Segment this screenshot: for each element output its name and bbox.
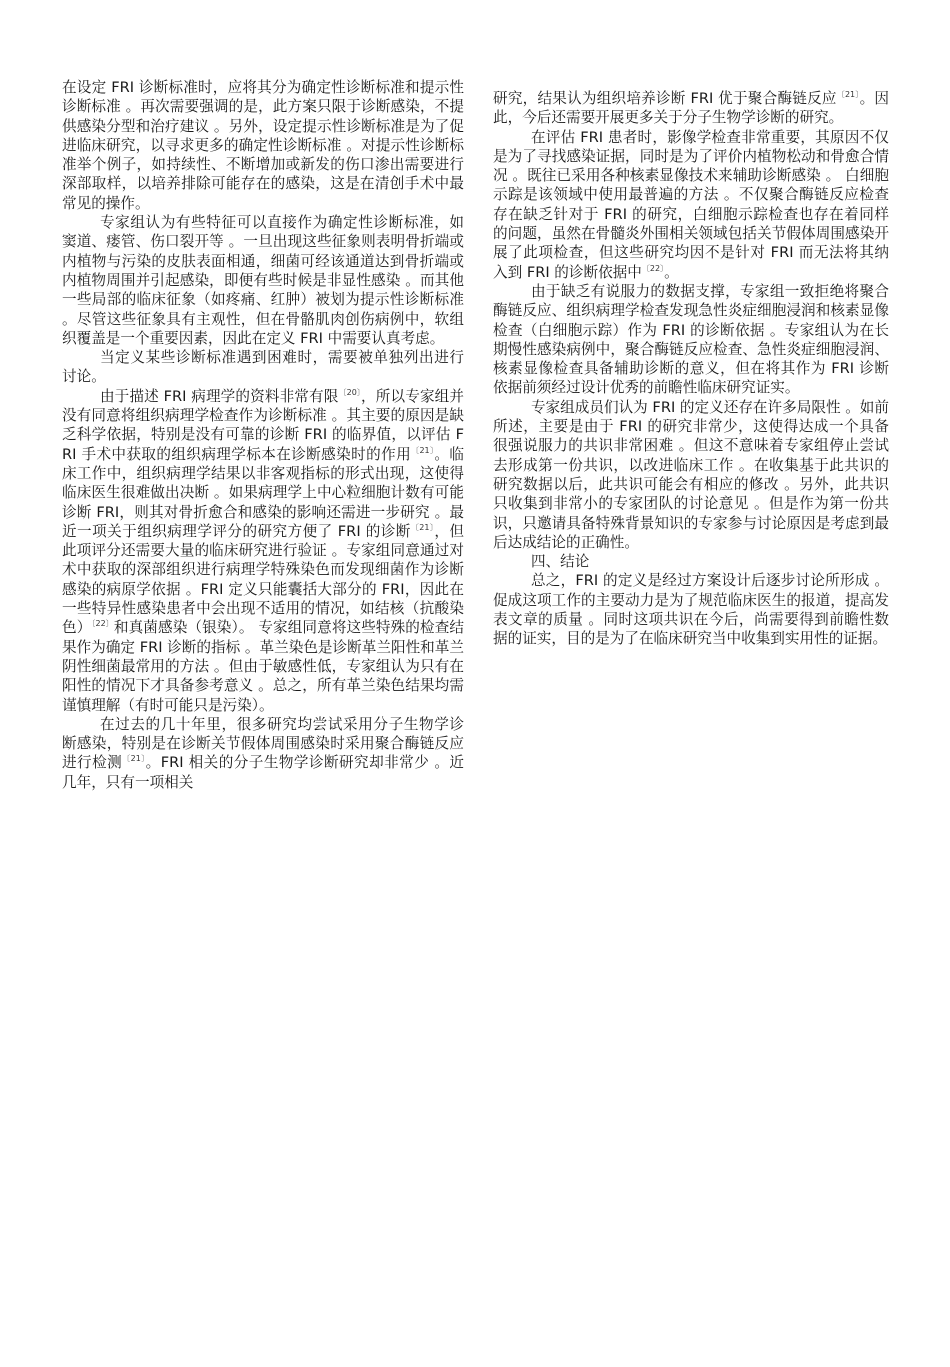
citation-ref: 〔21〕 — [411, 445, 435, 455]
paragraph-molecular-diagnosis: 在过去的几十年里，很多研究均尝试采用分子生物学诊断感染，特别是在诊断关节假体周围感染时采用聚合酶链反应进行检测$^{〔21〕}$。FRI 相关的分子生物学诊断研究却非常少 。近几年，只有一项相关 — [62, 715, 464, 791]
citation-ref: 〔21〕 — [836, 90, 860, 99]
paragraph-difficult-criteria: 当定义某些诊断标准遇到困难时，需要被单独列出进行讨论。 — [62, 349, 464, 386]
paragraph-conclusion: 总之，FRI 的定义是经过方案设计后逐步讨论所形成 。促成这项工作的主要动力是为了规范临床医生的报道，提高发表文章的质量 。同时这项共识在今后，尚需要得到前瞻性数据的证实，目的是为了在临床研究当中收集到实用性的证据。 — [493, 572, 889, 648]
citation-ref: 〔21〕 — [410, 522, 435, 532]
paragraph-limitations: 专家组成员们认为 FRI 的定义还存在许多局限性 。如前所述，主要是由于 FRI 的研究非常少，这使得达成一个具备很强说服力的共识非常困难 。但这不意味着专家组停止尝试去形成第一份共识，以改进临床工作 。在收集基于此共识的研究数据以后，此共识可能会有相应的修改 。另外，此共识只收集到非常小的专家团队的讨论意见 。但是作为第一份共识，只邀请具备特殊背景知识的专家参与讨论原因是考虑到最后达成结论的正确性。 — [493, 398, 889, 551]
citation-ref: 〔22〕 — [91, 619, 114, 629]
paragraph-histopathology: 由于描述 FRI 病理学的资料非常有限$^{〔20〕}$，所以专家组并没有同意将组织病理学检查作为诊断标准 。其主要的原因是缺乏科学依据，特别是没有可靠的诊断 FRI 的临界值，以评估 FRI 手术中获取的组织病理学标本在诊断感染时的作用$^{〔21〕}$。临床工作中，组织病理学结果以非客观指标的形式出现，这使得临床医生很难做出决断 。如果病理学上中心粒细胞计数有可能诊断 FRI，则其对骨折愈合和感染的影响还需进一步研究 。最近一项关于组织病理学评分的研究方便了 FRI 的诊断$^{〔21〕}$，但此项评分还需要大量的临床研究进行验证 。专家组同意通过对术中获取的深部组织进行病理学特殊染色而发现细菌作为诊断感染的病原学依据 。FRI 定义只能囊括大部分的 FRI，因此在一些特异性感染患者中会出现不适用的情况，如结核（抗酸染色）$^{〔22〕}$和真菌感染（银染）。 专家组同意将这些特殊的检查结果作为确定 FRI 诊断的指标 。革兰染色是诊断革兰阳性和革兰阴性细菌最常用的方法 。但由于敏感性低，专家组认为只有在阳性的情况下才具备参考意义 。总之，所有革兰染色结果均需谨慎理解（有时可能只是污染）。 — [62, 387, 464, 714]
paragraph-imaging: 在评估 FRI 患者时，影像学检查非常重要，其原因不仅是为了寻找感染证据，同时是为了评价内植物松动和骨愈合情况 。既往已采用各种核素显像技术来辅助诊断感染 。 白细胞示踪是该领域中使用最普遍的方法 。不仅聚合酶链反应检查存在缺乏针对于 FRI 的研究，白细胞示踪检查也存在着同样的问题，虽然在骨髓炎外围相关领域包括关节假体周围感染开展了此项检查，但这些研究均因不是针对 FRI 而无法将其纳入到 FRI 的诊断依据中$^{〔22〕}$。 — [493, 128, 889, 281]
paragraph-diagnostic-criteria: 在设定 FRI 诊断标准时，应将其分为确定性诊断标准和提示性诊断标准 。再次需要强调的是，此方案只限于诊断感染，不提供感染分型和治疗建议 。另外，设定提示性诊断标准是为了促进临床研究，以寻求更多的确定性诊断标准 。对提示性诊断标准举个例子，如持续性、不断增加或新发的伤口渗出需要进行深部取样，以培养排除可能存在的感染，这是在清创手术中最常见的操作。 — [62, 79, 464, 212]
paragraph-molecular-continued: 研究，结果认为组织培养诊断 FRI 优于聚合酶链反应$^{〔21〕}$。因此，今后还需要开展更多关于分子生物学诊断的研究。 — [493, 90, 889, 127]
paragraph-rejected-criteria: 由于缺乏有说服力的数据支撑，专家组一致拒绝将聚合酶链反应、组织病理学检查发现急性炎症细胞浸润和核素显像检查（白细胞示踪）作为 FRI 的诊断依据 。专家组认为在长期慢性感染病例中，聚合酶链反应检查、急性炎症细胞浸润、核素显像检查具备辅助诊断的意义，但在将其作为 FRI 诊断依据前须经过设计优秀的前瞻性临床研究证实。 — [493, 282, 889, 397]
citation-ref: 〔21〕 — [122, 754, 146, 764]
section-heading-conclusion: 四、结论 — [530, 553, 590, 571]
left-column — [62, 78, 464, 792]
right-column — [493, 89, 889, 649]
paragraph-confirmatory-features: 专家组认为有些特征可以直接作为确定性诊断标准，如窦道、瘘管、伤口裂开等 。一旦出现这些征象则表明骨折端或内植物与污染的皮肤表面相通，细菌可经该通道达到骨折端或内植物周围并引起感染，即便有些时候是非显性感染 。而其他一些局部的临床征象（如疼痛、红肿）被划为提示性诊断标准 。尽管这些征象具有主观性，但在骨骼肌肉创伤病例中，软组织覆盖是一个重要因素，因此在定义 FRI 中需要认真考虑。 — [62, 214, 464, 347]
citation-ref: 〔20〕 — [338, 387, 362, 397]
citation-ref: 〔22〕 — [641, 263, 665, 273]
